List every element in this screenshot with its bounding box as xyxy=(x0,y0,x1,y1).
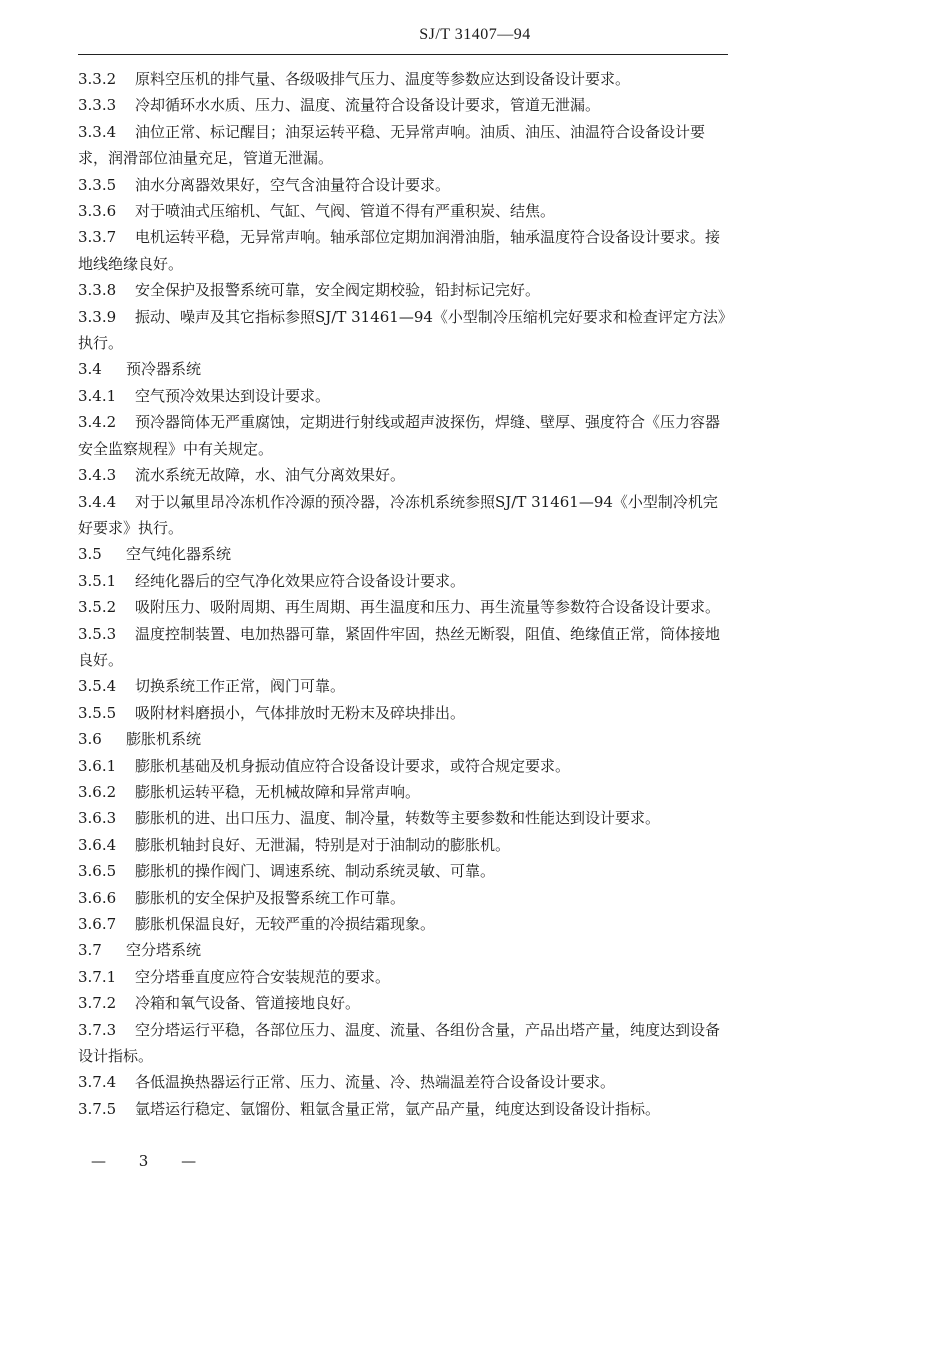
clause-item xyxy=(78,858,730,884)
clause-text: 冷箱和氧气设备、管道接地良好。 xyxy=(135,994,361,1013)
clause-number: 3.5.2 xyxy=(78,598,117,617)
clause-number: 3.3.9 xyxy=(78,307,117,326)
clause-item xyxy=(78,911,730,937)
clause-number: 3.7.3 xyxy=(78,1020,117,1039)
clause-item xyxy=(78,1069,730,1095)
clause-text: 空分塔垂直度应符合安装规范的要求。 xyxy=(135,967,391,986)
clause-number: 3.6.6 xyxy=(78,888,117,907)
clause-number: 3.7.4 xyxy=(78,1073,117,1092)
clause-number: 3.5.4 xyxy=(78,677,117,696)
clause-text: 氩塔运行稳定、氩馏份、粗氩含量正常，氩产品产量，纯度达到设备设计指标。 xyxy=(135,1099,661,1118)
clause-number: 3.5.1 xyxy=(78,571,117,590)
clause-number: 3.4 xyxy=(78,360,102,379)
clause-number: 3.7.1 xyxy=(78,967,117,986)
clause-number: 3.4.1 xyxy=(78,386,117,405)
clause-text: 经纯化器后的空气净化效果应符合设备设计要求。 xyxy=(135,571,466,590)
clause-item xyxy=(78,779,730,805)
clause-text: 温度控制装置、电加热器可靠，紧固件牢固，热丝无断裂，阻值、绝缘值正常，筒体接地良好。 xyxy=(78,624,721,669)
clause-item xyxy=(78,594,730,620)
header-rule xyxy=(78,54,728,55)
clause-number: 3.3.7 xyxy=(78,228,117,247)
clause-text: 流水系统无故障，水、油气分离效果好。 xyxy=(135,466,406,485)
clause-item xyxy=(78,621,730,674)
clause-item xyxy=(78,1096,730,1122)
clause-item xyxy=(78,964,730,990)
clause-number: 3.6.1 xyxy=(78,756,117,775)
clause-number: 3.4.2 xyxy=(78,413,117,432)
clause-text: 各低温换热器运行正常、压力、流量、冷、热端温差符合设备设计要求。 xyxy=(135,1073,616,1092)
clause-item xyxy=(78,753,730,779)
clause-number: 3.3.4 xyxy=(78,122,117,141)
clause-item xyxy=(78,224,730,277)
page-number: — 3 — xyxy=(91,1152,211,1170)
clause-text: 切换系统工作正常，阀门可靠。 xyxy=(135,677,346,696)
clause-item xyxy=(78,66,730,92)
clause-number: 3.4.3 xyxy=(78,466,117,485)
clause-text: 预冷器筒体无严重腐蚀，定期进行射线或超声波探伤，焊缝、壁厚、强度符合《压力容器安全监察规程》中有关规定。 xyxy=(78,413,721,458)
section-heading xyxy=(78,541,730,567)
section-heading xyxy=(78,726,730,752)
clause-item xyxy=(78,409,730,462)
clause-text: 油水分离器效果好，空气含油量符合设计要求。 xyxy=(135,175,451,194)
clause-item xyxy=(78,462,730,488)
clause-number: 3.6.4 xyxy=(78,835,117,854)
document-body xyxy=(78,66,730,1122)
clause-item xyxy=(78,383,730,409)
clause-number: 3.3.6 xyxy=(78,202,117,221)
clause-number: 3.5.3 xyxy=(78,624,117,643)
clause-number: 3.6.5 xyxy=(78,862,117,881)
clause-text: 膨胀机轴封良好、无泄漏，特别是对于油制动的膨胀机。 xyxy=(135,835,511,854)
clause-number: 3.7.2 xyxy=(78,994,117,1013)
clause-number: 3.5 xyxy=(78,545,102,564)
clause-text: 膨胀机基础及机身振动值应符合设备设计要求，或符合规定要求。 xyxy=(135,756,571,775)
clause-number: 3.7.5 xyxy=(78,1099,117,1118)
clause-number: 3.7 xyxy=(78,941,102,960)
section-title: 空气纯化器系统 xyxy=(126,545,232,564)
clause-text: 膨胀机的操作阀门、调速系统、制动系统灵敏、可靠。 xyxy=(135,862,496,881)
clause-number: 3.3.3 xyxy=(78,96,117,115)
clause-number: 3.4.4 xyxy=(78,492,117,511)
clause-text: 振动、噪声及其它指标参照SJ/T 31461—94《小型制冷压缩机完好要求和检查评定方法》执行。 xyxy=(78,307,726,353)
clause-number: 3.6.2 xyxy=(78,782,117,801)
clause-item xyxy=(78,673,730,699)
clause-item xyxy=(78,885,730,911)
clause-text: 安全保护及报警系统可靠，安全阀定期校验，铅封标记完好。 xyxy=(135,281,541,300)
clause-number: 3.3.8 xyxy=(78,281,117,300)
clause-item xyxy=(78,832,730,858)
clause-text: 冷却循环水水质、压力、温度、流量符合设备设计要求，管道无泄漏。 xyxy=(135,96,601,115)
section-title: 空分塔系统 xyxy=(126,941,202,960)
clause-item xyxy=(78,277,730,303)
clause-number: 3.3.2 xyxy=(78,70,117,88)
clause-item xyxy=(78,92,730,118)
section-heading xyxy=(78,937,730,963)
clause-item xyxy=(78,1017,730,1070)
clause-item xyxy=(78,172,730,198)
clause-text: 原料空压机的排气量、各级吸排气压力、温度等参数应达到设备设计要求。 xyxy=(135,70,631,88)
clause-item xyxy=(78,568,730,594)
clause-number: 3.3.5 xyxy=(78,175,117,194)
clause-text: 电机运转平稳，无异常声响。轴承部位定期加润滑油脂，轴承温度符合设备设计要求。接地线绝缘良好。 xyxy=(78,228,721,273)
section-title: 预冷器系统 xyxy=(126,360,202,379)
clause-text: 吸附压力、吸附周期、再生周期、再生温度和压力、再生流量等参数符合设备设计要求。 xyxy=(135,598,721,617)
clause-item xyxy=(78,304,730,357)
clause-item xyxy=(78,700,730,726)
clause-text: 膨胀机保温良好，无较严重的冷损结霜现象。 xyxy=(135,915,436,933)
clause-number: 3.6.3 xyxy=(78,809,117,828)
document-code-header: SJ/T 31407—94 xyxy=(419,26,531,43)
section-title: 膨胀机系统 xyxy=(126,730,202,749)
clause-item xyxy=(78,198,730,224)
clause-text: 油位正常、标记醒目；油泵运转平稳、无异常声响。油质、油压、油温符合设备设计要求，润滑部位油量充足，管道无泄漏。 xyxy=(78,122,706,168)
clause-text: 吸附材料磨损小，气体排放时无粉末及碎块排出。 xyxy=(135,703,466,722)
clause-text: 空分塔运行平稳，各部位压力、温度、流量、各组份含量，产品出塔产量，纯度达到设备设计指标。 xyxy=(78,1020,721,1066)
clause-text: 膨胀机运转平稳，无机械故障和异常声响。 xyxy=(135,782,421,801)
clause-number: 3.6.7 xyxy=(78,915,117,933)
clause-item xyxy=(78,489,730,542)
clause-item xyxy=(78,805,730,831)
section-heading xyxy=(78,356,730,382)
clause-text: 对于喷油式压缩机、气缸、气阀、管道不得有严重积炭、结焦。 xyxy=(135,202,556,221)
clause-item xyxy=(78,990,730,1016)
clause-item xyxy=(78,119,730,172)
clause-number: 3.6 xyxy=(78,730,102,749)
clause-text: 膨胀机的进、出口压力、温度、制冷量，转数等主要参数和性能达到设计要求。 xyxy=(135,809,661,828)
clause-text: 膨胀机的安全保护及报警系统工作可靠。 xyxy=(135,888,406,907)
clause-number: 3.5.5 xyxy=(78,703,117,722)
clause-text: 对于以氟里昂冷冻机作冷源的预冷器，冷冻机系统参照SJ/T 31461—94《小型制冷机完好要求》执行。 xyxy=(78,492,718,537)
clause-text: 空气预冷效果达到设计要求。 xyxy=(135,386,331,405)
